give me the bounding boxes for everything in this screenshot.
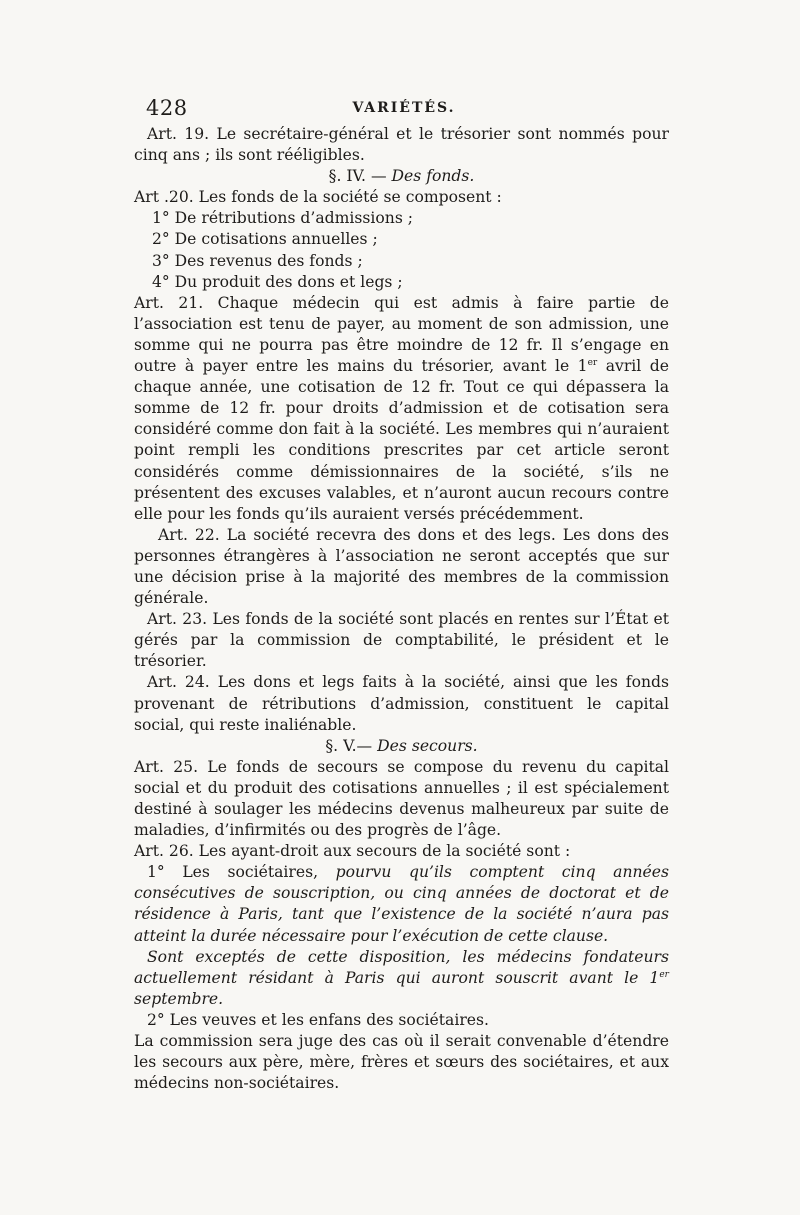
article-21-part-a: Art. 21. Chaque médecin qui est admis à faire partie de l’association est tenu de payer, au moment de son admission, une somme qui ne pourra pas être moindre de 12 fr. Il s’engage en outre à payer entre les mains du trésorier, avant le 1 bbox=[134, 293, 669, 376]
article-23: Art. 23. Les fonds de la société sont placés en rentes sur l’État et gérés par la commission de comptabilité, le président et le trésorier. bbox=[134, 610, 669, 671]
section-iv-prefix: §. IV. — bbox=[328, 167, 392, 186]
section-v-title: Des secours. bbox=[377, 736, 478, 755]
article-20: Art .20. Les fonds de la société se composent : bbox=[134, 188, 502, 207]
article-19: Art. 19. Le secrétaire-général et le trésorier sont nommés pour cinq ans ; ils sont rééligibles. bbox=[134, 125, 669, 165]
page-body bbox=[134, 124, 669, 1094]
article-26-item-1-roman: 1° Les sociétaires, bbox=[147, 863, 336, 882]
section-heading-iv bbox=[134, 166, 669, 187]
article-21-part-b: avril de chaque année, une cotisation de 12 fr. Tout ce qui dépassera la somme de 12 fr. pour droits d’admission et de cotisation sera considéré comme don fait à la société. Les membres qui n’auraient point rempli les conditions prescrites par cet article seront considérés comme démissionnaires de la société, s’ils ne présentent des excuses valables, et n’auront aucun recours contre elle pour les fonds qu’ils auraient versés précédemment. bbox=[134, 357, 669, 523]
article-26-item-2: 2° Les veuves et les enfans des sociétaires. bbox=[147, 1010, 489, 1029]
fund-source-4: 4° Du produit des dons et legs ; bbox=[152, 272, 403, 291]
fund-source-3: 3° Des revenus des fonds ; bbox=[152, 251, 363, 270]
page-number: 428 bbox=[146, 96, 188, 120]
article-26-item-1-italic: pourvu qu’ils comptent cinq années consécutives de souscription, ou cinq années de doctorat et de résidence à Paris, tant que l’existence de la société n’aura pas atteint la durée nécessaire pour l’exécution de cette clause. bbox=[134, 863, 669, 945]
article-26: Art. 26. Les ayant-droit aux secours de la société sont : bbox=[134, 842, 571, 861]
fund-source-2: 2° De cotisations annuelles ; bbox=[152, 230, 378, 249]
article-21-superscript: er bbox=[587, 358, 598, 369]
exception-clause bbox=[134, 947, 669, 1010]
section-v-prefix: §. V.— bbox=[325, 736, 378, 755]
exception-part-b: septembre. bbox=[134, 989, 224, 1008]
article-25: Art. 25. Le fonds de secours se compose du revenu du capital social et du produit des cotisations annuelles ; il est spécialement destiné à soulager les médecins devenus malheureux par suite de maladies, d’infirmités ou des progrès de l’âge. bbox=[134, 757, 669, 840]
fund-source-1: 1° De rétributions d’admissions ; bbox=[152, 209, 414, 228]
section-iv-title: Des fonds. bbox=[391, 167, 475, 186]
section-heading-v bbox=[134, 736, 669, 757]
article-22: Art. 22. La société recevra des dons et des legs. Les dons des personnes étrangères à l’association ne seront acceptés que sur une décision prise à la majorité des membres de la commission générale. bbox=[134, 525, 669, 608]
running-head: VARIÉTÉS. bbox=[352, 100, 456, 116]
closing-paragraph: La commission sera juge des cas où il serait convenable d’étendre les secours aux père, mère, frères et sœurs des sociétaires, et aux médecins non-sociétaires. bbox=[134, 1032, 669, 1093]
article-21 bbox=[134, 293, 669, 525]
page-header bbox=[140, 96, 668, 124]
article-26-item-1 bbox=[134, 862, 669, 946]
exception-superscript: er bbox=[659, 969, 669, 980]
article-24: Art. 24. Les dons et legs faits à la société, ainsi que les fonds provenant de rétributions d’admission, constituent le capital social, qui reste inaliénable. bbox=[134, 673, 669, 734]
exception-part-a: Sont exceptés de cette disposition, les médecins fondateurs actuellement résidant à Paris qui auront souscrit avant le 1 bbox=[134, 947, 669, 987]
